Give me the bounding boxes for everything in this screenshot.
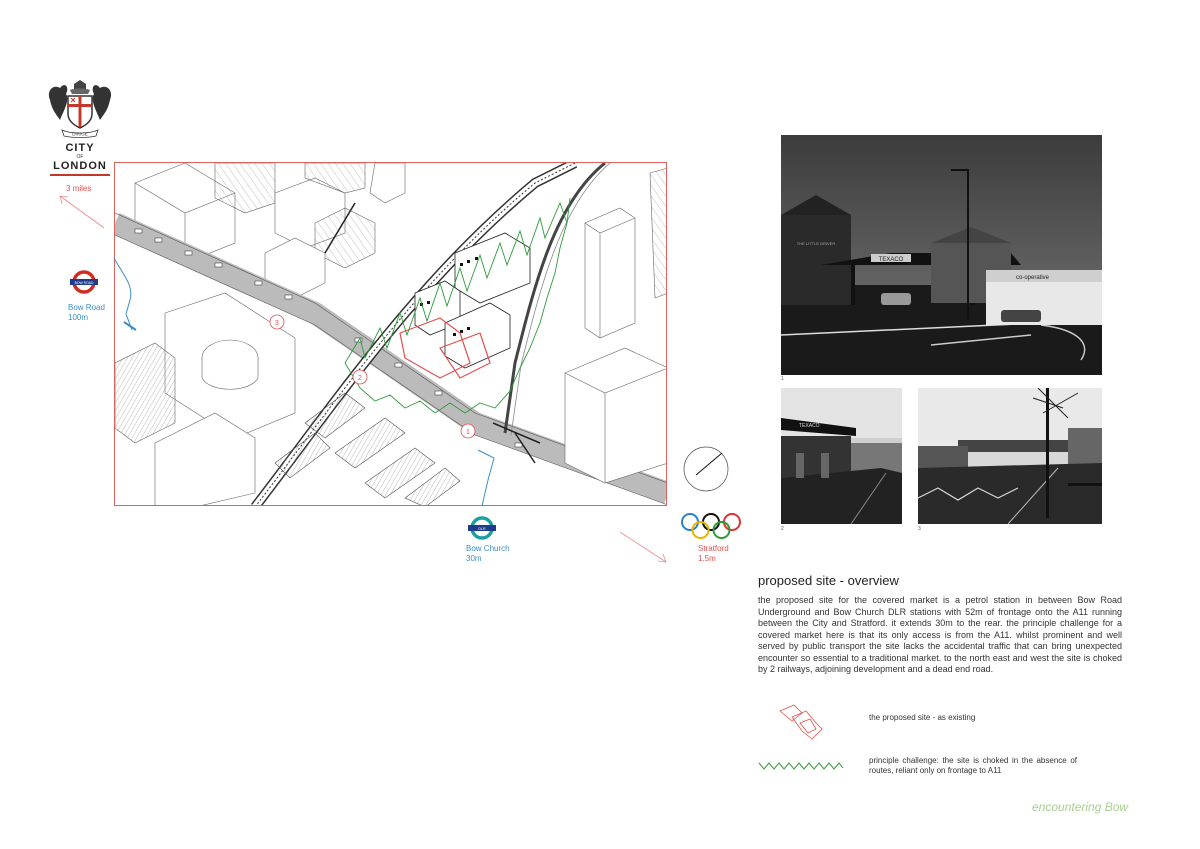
photo-3-image [918, 388, 1102, 524]
legend-zigzag-icon [758, 760, 844, 772]
footer-title: encountering Bow [1032, 800, 1129, 814]
photo-3-number: 3 [918, 526, 921, 532]
map-marker-2 [353, 370, 367, 384]
legend-challenge-label: principle challenge: the site is choked in the absence of routes, reliant only on frontage to A11 [869, 756, 1077, 775]
arrow-to-stratford-icon [618, 530, 670, 566]
svg-text:THE LITTLE DRIVER: THE LITTLE DRIVER [796, 241, 836, 246]
city-of-london-logo [44, 80, 116, 176]
legend-site-outline-icon [776, 703, 830, 743]
station-distance: 100m [68, 313, 89, 322]
svg-text:TEXACO: TEXACO [878, 257, 904, 263]
arrow-to-city-icon [56, 192, 106, 230]
bow-road-roundel [68, 270, 100, 299]
north-arrow-icon [682, 445, 730, 493]
dlr-roundel-icon [466, 515, 498, 541]
map-drawing [115, 163, 667, 506]
photo-1-image [781, 135, 1102, 375]
map-marker-1 [461, 424, 475, 438]
station-name: Stratford [698, 544, 729, 553]
logo-underline [50, 174, 110, 176]
logo-text-of: OF [76, 154, 84, 160]
photo-2-number: 2 [781, 526, 784, 532]
section-title: proposed site - overview [758, 573, 899, 588]
route-to-bow-church [474, 448, 504, 512]
logo-text-london: LONDON [53, 160, 107, 172]
svg-text:3: 3 [275, 320, 279, 327]
station-distance: 30m [466, 554, 482, 563]
photo-2-image [781, 388, 902, 524]
svg-text:1: 1 [466, 429, 470, 436]
route-to-bow-road [112, 256, 142, 336]
station-distance: 1.5m [698, 554, 716, 563]
stratford-label [698, 544, 729, 564]
svg-text:BOW ROAD: BOW ROAD [74, 280, 94, 285]
bow-church-roundel [466, 515, 498, 546]
svg-text:TEXACO: TEXACO [799, 423, 820, 429]
map-marker-3 [270, 315, 284, 329]
distance-to-city: 3 miles [66, 184, 92, 193]
station-name: Bow Church [466, 544, 510, 553]
bow-church-label [466, 544, 510, 564]
olympic-rings-icon [680, 512, 742, 542]
bow-road-label [68, 303, 105, 323]
svg-text:co-operative: co-operative [1016, 275, 1050, 281]
axonometric-site-map [114, 162, 667, 506]
legend-site-label: the proposed site - as existing [869, 713, 976, 722]
logo-text-city: CITY [65, 142, 95, 154]
svg-text:DLR: DLR [478, 526, 486, 531]
coat-of-arms-icon [44, 80, 116, 138]
svg-text:DIRIGE: DIRIGE [72, 131, 88, 137]
photo-3-bow-road [918, 388, 1102, 524]
photo-1-number: 1 [781, 376, 784, 382]
section-body: the proposed site for the covered market is a petrol station in between Bow Road Underground and Bow Church DLR stations with 52m of frontage onto the A11 running between the City and Stratford. it extends 30m to the rear. the principle challenge for a covered market here is that its only access is from the A11. whilst prominent and well served by public transport the site lacks the accidental traffic that can bring unexpected encounter so essential to a traditional market. to the north east and west the site is choked by 2 railways, adjoining development and a dead end road. [758, 595, 1122, 674]
photo-1-petrol-station [781, 135, 1102, 375]
station-name: Bow Road [68, 303, 105, 312]
photo-2-forecourt [781, 388, 902, 524]
underground-roundel-icon [68, 270, 100, 294]
svg-text:2: 2 [358, 375, 362, 382]
